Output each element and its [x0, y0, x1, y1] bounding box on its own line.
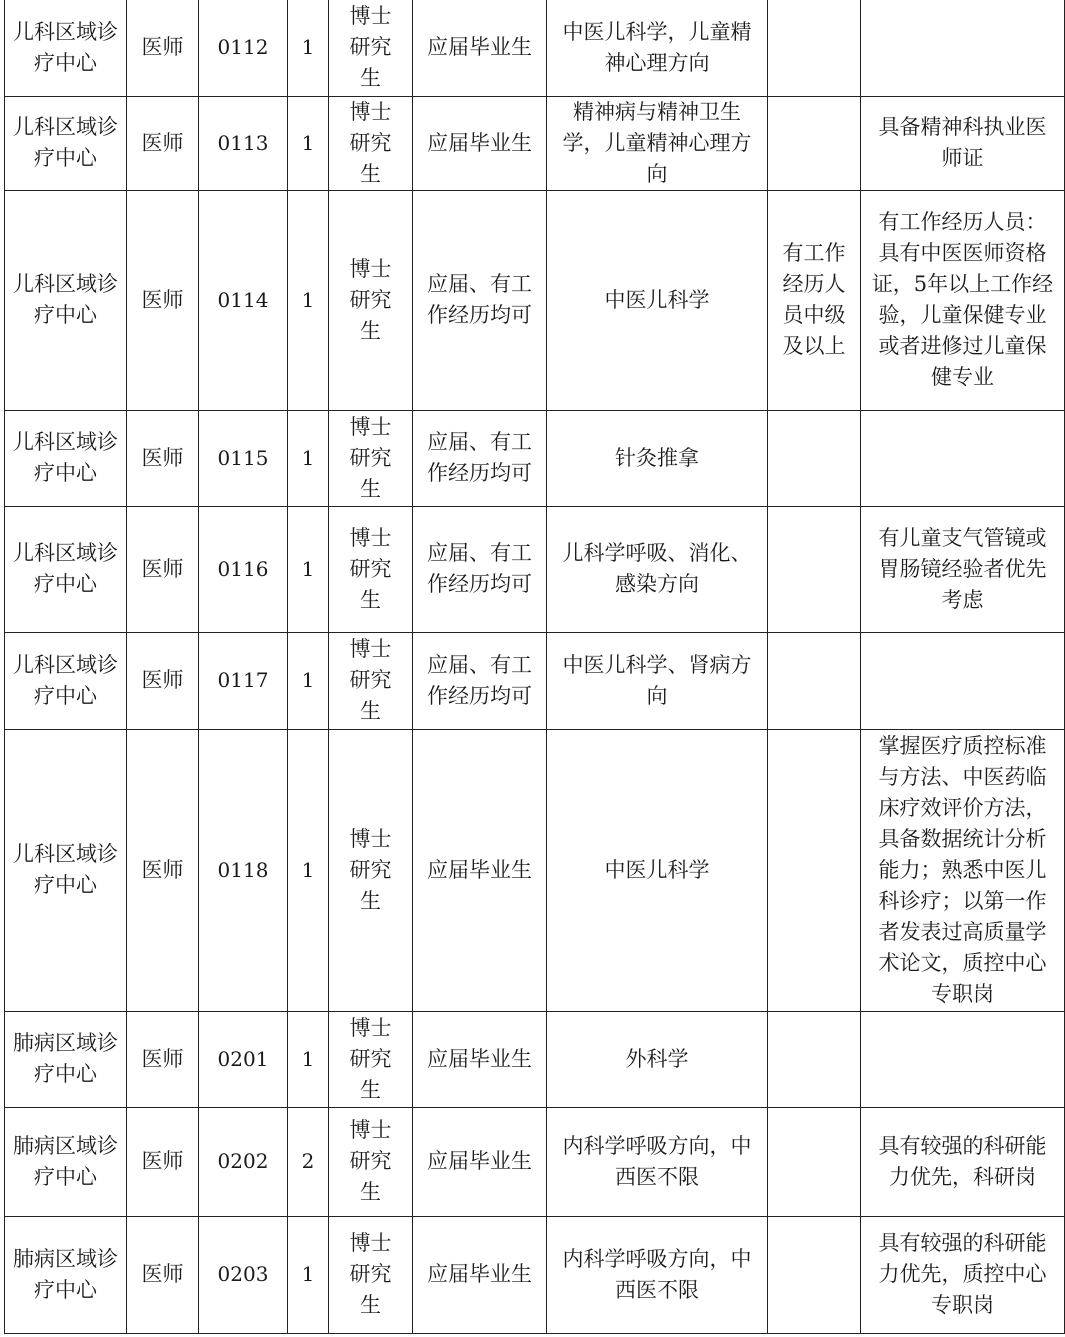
count-cell: 1: [288, 1216, 329, 1333]
dept-cell: 儿科区域诊疗中心: [5, 410, 127, 506]
major-cell: 中医儿科学，儿童精神心理方向: [547, 0, 768, 96]
table-row: [5, 1011, 1065, 1107]
count-cell: 1: [288, 506, 329, 632]
education-cell: 博士研究生: [329, 632, 413, 729]
major-cell: 外科学: [547, 1011, 768, 1107]
remark-cell: 掌握医疗质控标准与方法、中医药临床疗效评价方法，具备数据统计分析能力；熟悉中医儿科诊疗；以第一作者发表过高质量学术论文，质控中心专职岗: [861, 729, 1065, 1011]
post-cell: 医师: [127, 0, 199, 96]
post-cell: 医师: [127, 1107, 199, 1216]
post-cell: 医师: [127, 410, 199, 506]
identity-cell: 应届、有工作经历均可: [413, 506, 547, 632]
dept-cell: 儿科区域诊疗中心: [5, 632, 127, 729]
major-cell: 中医儿科学、肾病方向: [547, 632, 768, 729]
identity-cell: 应届、有工作经历均可: [413, 410, 547, 506]
post-cell: 医师: [127, 1216, 199, 1333]
dept-cell: 儿科区域诊疗中心: [5, 190, 127, 410]
major-cell: 针灸推拿: [547, 410, 768, 506]
table-row: [5, 0, 1065, 96]
major-cell: 内科学呼吸方向，中西医不限: [547, 1216, 768, 1333]
remark-cell: 具备精神科执业医师证: [861, 96, 1065, 190]
education-cell: 博士研究生: [329, 1216, 413, 1333]
code-cell: 0115: [199, 410, 288, 506]
recruitment-table: [4, 0, 1065, 1334]
count-cell: 1: [288, 190, 329, 410]
identity-cell: 应届毕业生: [413, 1216, 547, 1333]
remark-cell: [861, 1011, 1065, 1107]
identity-cell: 应届毕业生: [413, 729, 547, 1011]
count-cell: 1: [288, 96, 329, 190]
count-cell: 1: [288, 1011, 329, 1107]
code-cell: 0201: [199, 1011, 288, 1107]
level-cell: [768, 1107, 861, 1216]
education-cell: 博士研究生: [329, 729, 413, 1011]
remark-cell: 有工作经历人员：具有中医医师资格证，5年以上工作经验，儿童保健专业或者进修过儿童保健专业: [861, 190, 1065, 410]
remark-cell: [861, 410, 1065, 506]
dept-cell: 儿科区域诊疗中心: [5, 0, 127, 96]
dept-cell: 肺病区域诊疗中心: [5, 1011, 127, 1107]
table-row: [5, 1216, 1065, 1333]
count-cell: 1: [288, 0, 329, 96]
dept-cell: 儿科区域诊疗中心: [5, 96, 127, 190]
code-cell: 0114: [199, 190, 288, 410]
level-cell: [768, 729, 861, 1011]
education-cell: 博士研究生: [329, 506, 413, 632]
post-cell: 医师: [127, 506, 199, 632]
education-cell: 博士研究生: [329, 190, 413, 410]
education-cell: 博士研究生: [329, 96, 413, 190]
major-cell: 内科学呼吸方向，中西医不限: [547, 1107, 768, 1216]
post-cell: 医师: [127, 729, 199, 1011]
table-row: [5, 506, 1065, 632]
code-cell: 0117: [199, 632, 288, 729]
table-row: [5, 1107, 1065, 1216]
code-cell: 0116: [199, 506, 288, 632]
remark-cell: [861, 0, 1065, 96]
count-cell: 1: [288, 410, 329, 506]
dept-cell: 肺病区域诊疗中心: [5, 1107, 127, 1216]
major-cell: 中医儿科学: [547, 729, 768, 1011]
dept-cell: 儿科区域诊疗中心: [5, 729, 127, 1011]
count-cell: 1: [288, 729, 329, 1011]
level-cell: [768, 0, 861, 96]
code-cell: 0118: [199, 729, 288, 1011]
code-cell: 0202: [199, 1107, 288, 1216]
level-cell: 有工作经历人员中级及以上: [768, 190, 861, 410]
remark-cell: [861, 632, 1065, 729]
level-cell: [768, 1011, 861, 1107]
table-row: [5, 632, 1065, 729]
remark-cell: 具有较强的科研能力优先，质控中心专职岗: [861, 1216, 1065, 1333]
major-cell: 中医儿科学: [547, 190, 768, 410]
table-row: [5, 96, 1065, 190]
identity-cell: 应届、有工作经历均可: [413, 632, 547, 729]
count-cell: 2: [288, 1107, 329, 1216]
dept-cell: 儿科区域诊疗中心: [5, 506, 127, 632]
remark-cell: 有儿童支气管镜或胃肠镜经验者优先考虑: [861, 506, 1065, 632]
dept-cell: 肺病区域诊疗中心: [5, 1216, 127, 1333]
level-cell: [768, 632, 861, 729]
count-cell: 1: [288, 632, 329, 729]
code-cell: 0112: [199, 0, 288, 96]
level-cell: [768, 410, 861, 506]
major-cell: 儿科学呼吸、消化、感染方向: [547, 506, 768, 632]
identity-cell: 应届毕业生: [413, 1011, 547, 1107]
identity-cell: 应届、有工作经历均可: [413, 190, 547, 410]
table-row: [5, 729, 1065, 1011]
education-cell: 博士研究生: [329, 1107, 413, 1216]
identity-cell: 应届毕业生: [413, 0, 547, 96]
education-cell: 博士研究生: [329, 410, 413, 506]
post-cell: 医师: [127, 1011, 199, 1107]
identity-cell: 应届毕业生: [413, 1107, 547, 1216]
remark-cell: 具有较强的科研能力优先，科研岗: [861, 1107, 1065, 1216]
code-cell: 0113: [199, 96, 288, 190]
table-row: [5, 410, 1065, 506]
level-cell: [768, 506, 861, 632]
identity-cell: 应届毕业生: [413, 96, 547, 190]
major-cell: 精神病与精神卫生学，儿童精神心理方向: [547, 96, 768, 190]
code-cell: 0203: [199, 1216, 288, 1333]
level-cell: [768, 96, 861, 190]
table-row: [5, 190, 1065, 410]
education-cell: 博士研究生: [329, 1011, 413, 1107]
level-cell: [768, 1216, 861, 1333]
education-cell: 博士研究生: [329, 0, 413, 96]
post-cell: 医师: [127, 96, 199, 190]
post-cell: 医师: [127, 632, 199, 729]
post-cell: 医师: [127, 190, 199, 410]
